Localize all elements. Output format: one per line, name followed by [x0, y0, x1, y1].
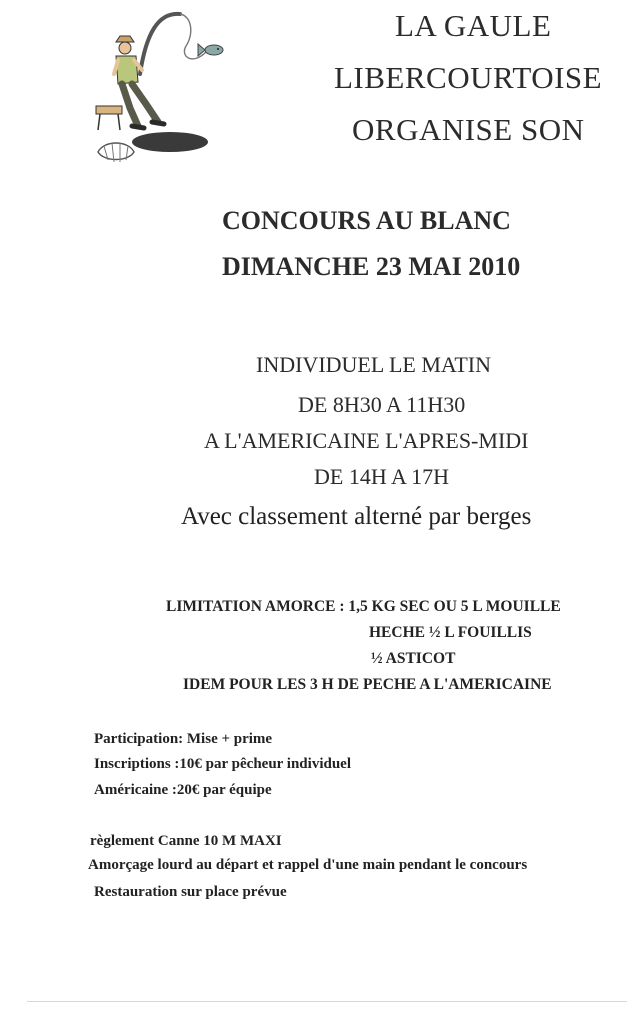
fee-inscriptions: Inscriptions :10€ par pêcheur individuel	[94, 756, 351, 772]
schedule-morning-hours: DE 8H30 A 11H30	[298, 392, 466, 417]
header-line-2: LIBERCOURTOISE	[334, 60, 603, 95]
stool-icon	[96, 106, 122, 130]
scan-edge-line	[27, 1001, 627, 1002]
limitation-line-3: ½ ASTICOT	[371, 650, 456, 667]
head	[119, 42, 131, 54]
fish-icon	[198, 44, 223, 56]
limitation-line-1: LIMITATION AMORCE : 1,5 KG SEC OU 5 L MOUILLE	[166, 598, 561, 615]
event-date: DIMANCHE 23 MAI 2010	[222, 252, 521, 281]
rules-line-2: Amorçage lourd au départ et rappel d'une main pendant le concours	[88, 857, 528, 873]
schedule-afternoon: A L'AMERICAINE L'APRES-MIDI	[204, 428, 529, 453]
schedule-ranking: Avec classement alterné par berges	[181, 503, 532, 530]
event-title: CONCOURS AU BLANC	[222, 206, 511, 235]
hat-icon	[116, 36, 134, 42]
rules-line-3: Restauration sur place prévue	[94, 884, 287, 900]
fisherman-logo-illustration	[88, 4, 238, 174]
schedule-afternoon-hours: DE 14H A 17H	[314, 464, 450, 489]
limitation-line-4: IDEM POUR LES 3 H DE PECHE A L'AMERICAINE	[183, 676, 552, 693]
keep-net-icon	[98, 143, 134, 162]
fee-participation: Participation: Mise + prime	[94, 731, 273, 747]
header-line-1: LA GAULE	[395, 8, 552, 43]
ground-shadow	[132, 132, 208, 152]
schedule-morning: INDIVIDUEL LE MATIN	[256, 352, 492, 377]
header-line-3: ORGANISE SON	[352, 112, 585, 147]
fee-americaine: Américaine :20€ par équipe	[94, 782, 272, 798]
rules-line-1: règlement Canne 10 M MAXI	[90, 833, 282, 849]
limitation-line-2: HECHE ½ L FOUILLIS	[369, 624, 532, 641]
fishing-rod	[140, 14, 180, 74]
